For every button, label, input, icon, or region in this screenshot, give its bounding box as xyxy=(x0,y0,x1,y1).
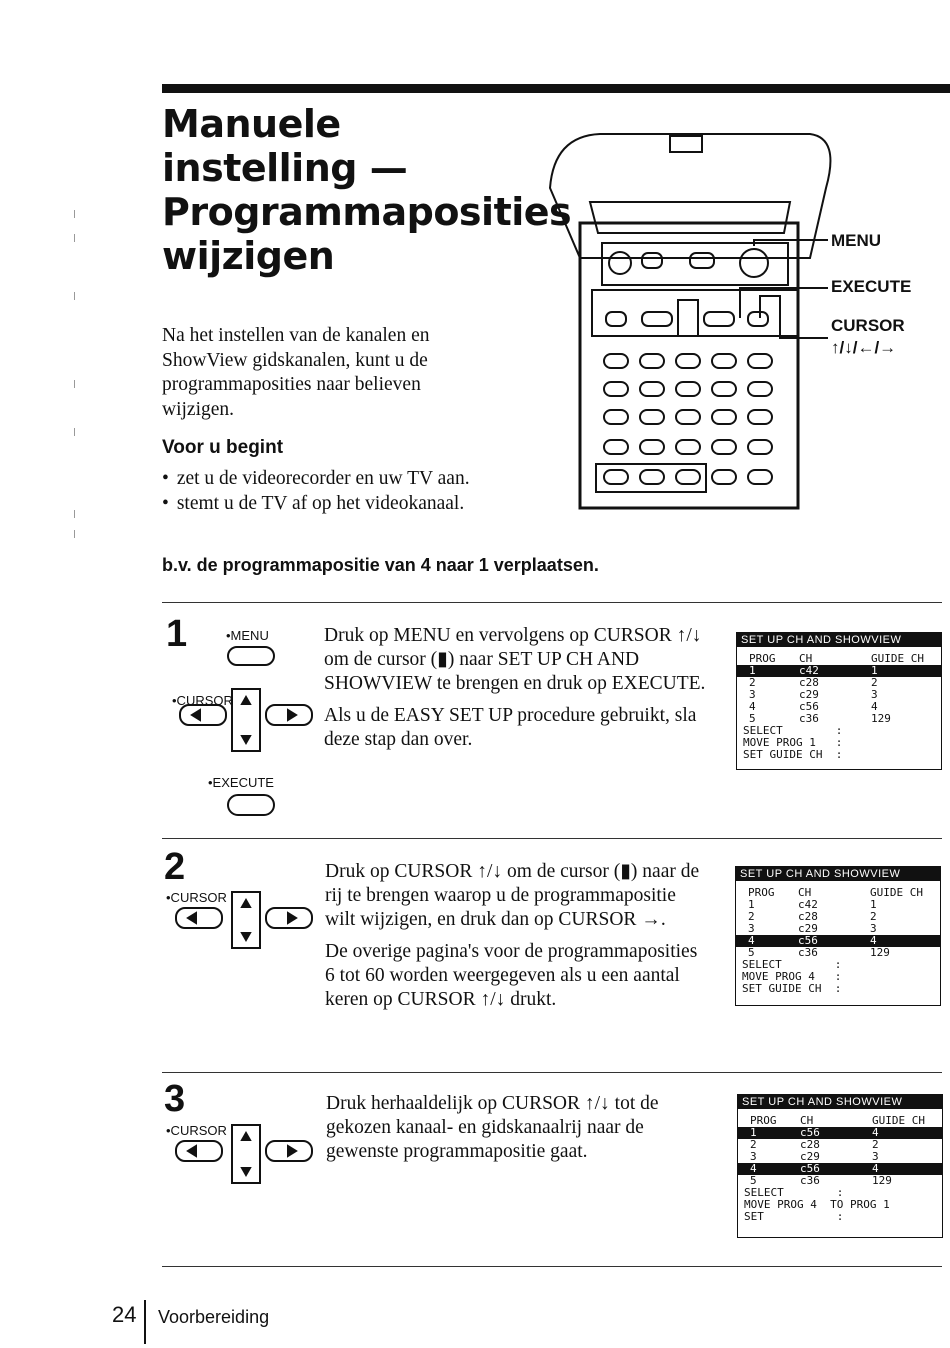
osd-row xyxy=(738,1127,942,1139)
osd-column-header xyxy=(736,887,940,899)
step2-text xyxy=(325,860,710,1020)
osd-cell: c28 xyxy=(800,1138,820,1151)
osd-column-header xyxy=(738,1115,942,1127)
osd-row xyxy=(738,1151,942,1163)
osd-cell: 129 xyxy=(871,712,891,725)
osd-row xyxy=(736,899,940,911)
button-label-cursor: •CURSOR xyxy=(172,693,233,708)
osd-row xyxy=(737,689,941,701)
osd-cell: 5 xyxy=(748,946,755,959)
intro-line: ShowView gidskanalen, kunt u de xyxy=(162,349,428,371)
osd-cell: c29 xyxy=(798,922,818,935)
osd-cell: c29 xyxy=(799,688,819,701)
osd-row xyxy=(736,935,940,947)
osd-cell: c29 xyxy=(800,1150,820,1163)
osd-cell: 3 xyxy=(749,688,756,701)
step1-text xyxy=(324,624,709,760)
step-number: 2 xyxy=(164,846,186,888)
osd-cell: 4 xyxy=(749,700,756,713)
footer-section: Voorbereiding xyxy=(158,1307,270,1327)
osd-cell: PROG xyxy=(750,1114,777,1127)
osd-cell: c42 xyxy=(799,664,819,677)
osd-cell: c56 xyxy=(799,700,819,713)
step-paragraph: De overige pagina's voor de programmaposities 6 tot 60 worden weergegeven als u een aantal keren op CURSOR ↑/↓ drukt. xyxy=(325,941,698,1010)
page-number: 24 xyxy=(112,1302,137,1327)
title-line: Manuele xyxy=(162,102,341,146)
osd-cell: 3 xyxy=(870,922,877,935)
osd-cell: CH xyxy=(798,886,812,899)
bullet-item: • stemt u de TV af op het videokanaal. xyxy=(162,491,562,516)
step-number: 3 xyxy=(164,1078,186,1120)
osd-cell: 4 xyxy=(871,700,878,713)
button-label-execute: •EXECUTE xyxy=(208,775,274,790)
osd-cell: 3 xyxy=(871,688,878,701)
osd-cell: c56 xyxy=(800,1126,820,1139)
osd-cell: 4 xyxy=(872,1162,879,1175)
example-heading: b.v. de programmapositie van 4 naar 1 verplaatsen. xyxy=(162,555,599,575)
osd-cell: 5 xyxy=(750,1174,757,1187)
osd-cell: 1 xyxy=(748,898,755,911)
step3-text xyxy=(326,1092,711,1172)
step-divider xyxy=(162,602,942,603)
step-paragraph: Druk op MENU en vervolgens op CURSOR ↑/↓ om de cursor (▮) naar SET UP CH AND SHOWVIEW te brengen en druk op EXECUTE. xyxy=(324,625,706,694)
remote-label-arrows: ↑/↓/←/→ xyxy=(831,338,897,357)
osd-cell: c28 xyxy=(798,910,818,923)
margin-marks xyxy=(74,210,76,570)
osd-cell: 2 xyxy=(750,1138,757,1151)
osd-screen-1 xyxy=(736,632,942,770)
step1-button-icons xyxy=(170,645,320,825)
osd-footer-line: SET GUIDE CH : xyxy=(742,982,842,995)
osd-screen-3 xyxy=(737,1094,943,1238)
osd-footer-line: SELECT : xyxy=(742,958,842,971)
intro-line: wijzigen. xyxy=(162,398,235,420)
osd-cell: PROG xyxy=(749,652,776,665)
step-paragraph: Druk herhaaldelijk op CURSOR ↑/↓ tot de gekozen kanaal- en gidskanaalrij naar de gewenste programmapositie gaat. xyxy=(326,1093,659,1162)
osd-cell: c36 xyxy=(799,712,819,725)
osd-cell: 2 xyxy=(870,910,877,923)
osd-column-header xyxy=(737,653,941,665)
osd-cell: 3 xyxy=(872,1150,879,1163)
osd-cell: CH xyxy=(799,652,813,665)
step-number: 1 xyxy=(166,613,188,655)
osd-cell: 2 xyxy=(872,1138,879,1151)
osd-cell: 1 xyxy=(750,1126,757,1139)
osd-cell: 3 xyxy=(750,1150,757,1163)
osd-cell: 4 xyxy=(870,934,877,947)
button-label-menu: •MENU xyxy=(226,628,269,643)
top-rule xyxy=(162,84,950,93)
button-label-cursor: •CURSOR xyxy=(166,890,227,905)
osd-cell: c28 xyxy=(799,676,819,689)
osd-footer-line: MOVE PROG 4 TO PROG 1 xyxy=(744,1198,890,1211)
before-heading: Voor u begint xyxy=(162,437,284,458)
intro-line: programmaposities naar believen xyxy=(162,374,421,395)
osd-cell: PROG xyxy=(748,886,775,899)
page-title xyxy=(162,102,572,278)
osd-screen-2 xyxy=(735,866,941,1006)
osd-cell: 1 xyxy=(749,664,756,677)
button-label-cursor: •CURSOR xyxy=(166,1123,227,1138)
osd-row xyxy=(737,665,941,677)
step-paragraph: Druk op CURSOR ↑/↓ om de cursor (▮) naar de rij te brengen waarop u de programmapositie wilt wijzigen, en druk dan op CURSOR →. xyxy=(325,861,700,930)
osd-row xyxy=(738,1139,942,1151)
osd-cell: c56 xyxy=(800,1162,820,1175)
title-line: instelling — xyxy=(162,146,408,190)
osd-cell: 5 xyxy=(749,712,756,725)
step-divider xyxy=(162,1266,942,1267)
osd-cell: c36 xyxy=(798,946,818,959)
osd-cell: 3 xyxy=(748,922,755,935)
osd-cell: c56 xyxy=(798,934,818,947)
osd-cell: c42 xyxy=(798,898,818,911)
bullet-list xyxy=(162,466,562,516)
footer-divider xyxy=(144,1300,146,1344)
title-line: wijzigen xyxy=(162,234,335,278)
osd-cell: 129 xyxy=(872,1174,892,1187)
step2-button-icons xyxy=(166,880,316,950)
osd-footer-line: SET : xyxy=(744,1210,844,1223)
osd-cell: 4 xyxy=(748,934,755,947)
remote-label-execute: EXECUTE xyxy=(831,277,912,296)
osd-cell: 2 xyxy=(749,676,756,689)
osd-cell: 129 xyxy=(870,946,890,959)
bullet-item: • zet u de videorecorder en uw TV aan. xyxy=(162,466,562,491)
osd-row xyxy=(737,677,941,689)
remote-label-cursor: CURSOR xyxy=(831,316,905,335)
osd-cell: 1 xyxy=(871,664,878,677)
osd-cell: CH xyxy=(800,1114,814,1127)
osd-cell: 4 xyxy=(750,1162,757,1175)
osd-footer-line: MOVE PROG 1 : xyxy=(743,736,843,749)
step-divider xyxy=(162,838,942,839)
osd-cell: 2 xyxy=(871,676,878,689)
osd-row xyxy=(736,923,940,935)
osd-cell: c36 xyxy=(800,1174,820,1187)
osd-header: SET UP CH AND SHOWVIEW xyxy=(737,633,941,647)
osd-header: SET UP CH AND SHOWVIEW xyxy=(738,1095,942,1109)
osd-cell: GUIDE CH xyxy=(871,652,924,665)
osd-row xyxy=(737,701,941,713)
osd-row xyxy=(736,911,940,923)
osd-footer-line: SET GUIDE CH : xyxy=(743,748,843,761)
osd-footer-line: MOVE PROG 4 : xyxy=(742,970,842,983)
intro-line: Na het instellen van de kanalen en xyxy=(162,325,430,346)
osd-cell: GUIDE CH xyxy=(872,1114,925,1127)
osd-header: SET UP CH AND SHOWVIEW xyxy=(736,867,940,881)
intro-text xyxy=(162,324,522,422)
step3-button-icons xyxy=(166,1113,316,1187)
step-divider xyxy=(162,1072,942,1073)
osd-cell: 2 xyxy=(748,910,755,923)
osd-cell: GUIDE CH xyxy=(870,886,923,899)
osd-cell: 4 xyxy=(872,1126,879,1139)
step-paragraph: Als u de EASY SET UP procedure gebruikt, sla deze stap dan over. xyxy=(324,705,697,750)
osd-row xyxy=(738,1163,942,1175)
osd-footer-line: SELECT : xyxy=(744,1186,844,1199)
osd-cell: 1 xyxy=(870,898,877,911)
remote-label-menu: MENU xyxy=(831,231,882,250)
title-line: Programmaposities xyxy=(162,190,572,234)
osd-footer-line: SELECT : xyxy=(743,724,843,737)
